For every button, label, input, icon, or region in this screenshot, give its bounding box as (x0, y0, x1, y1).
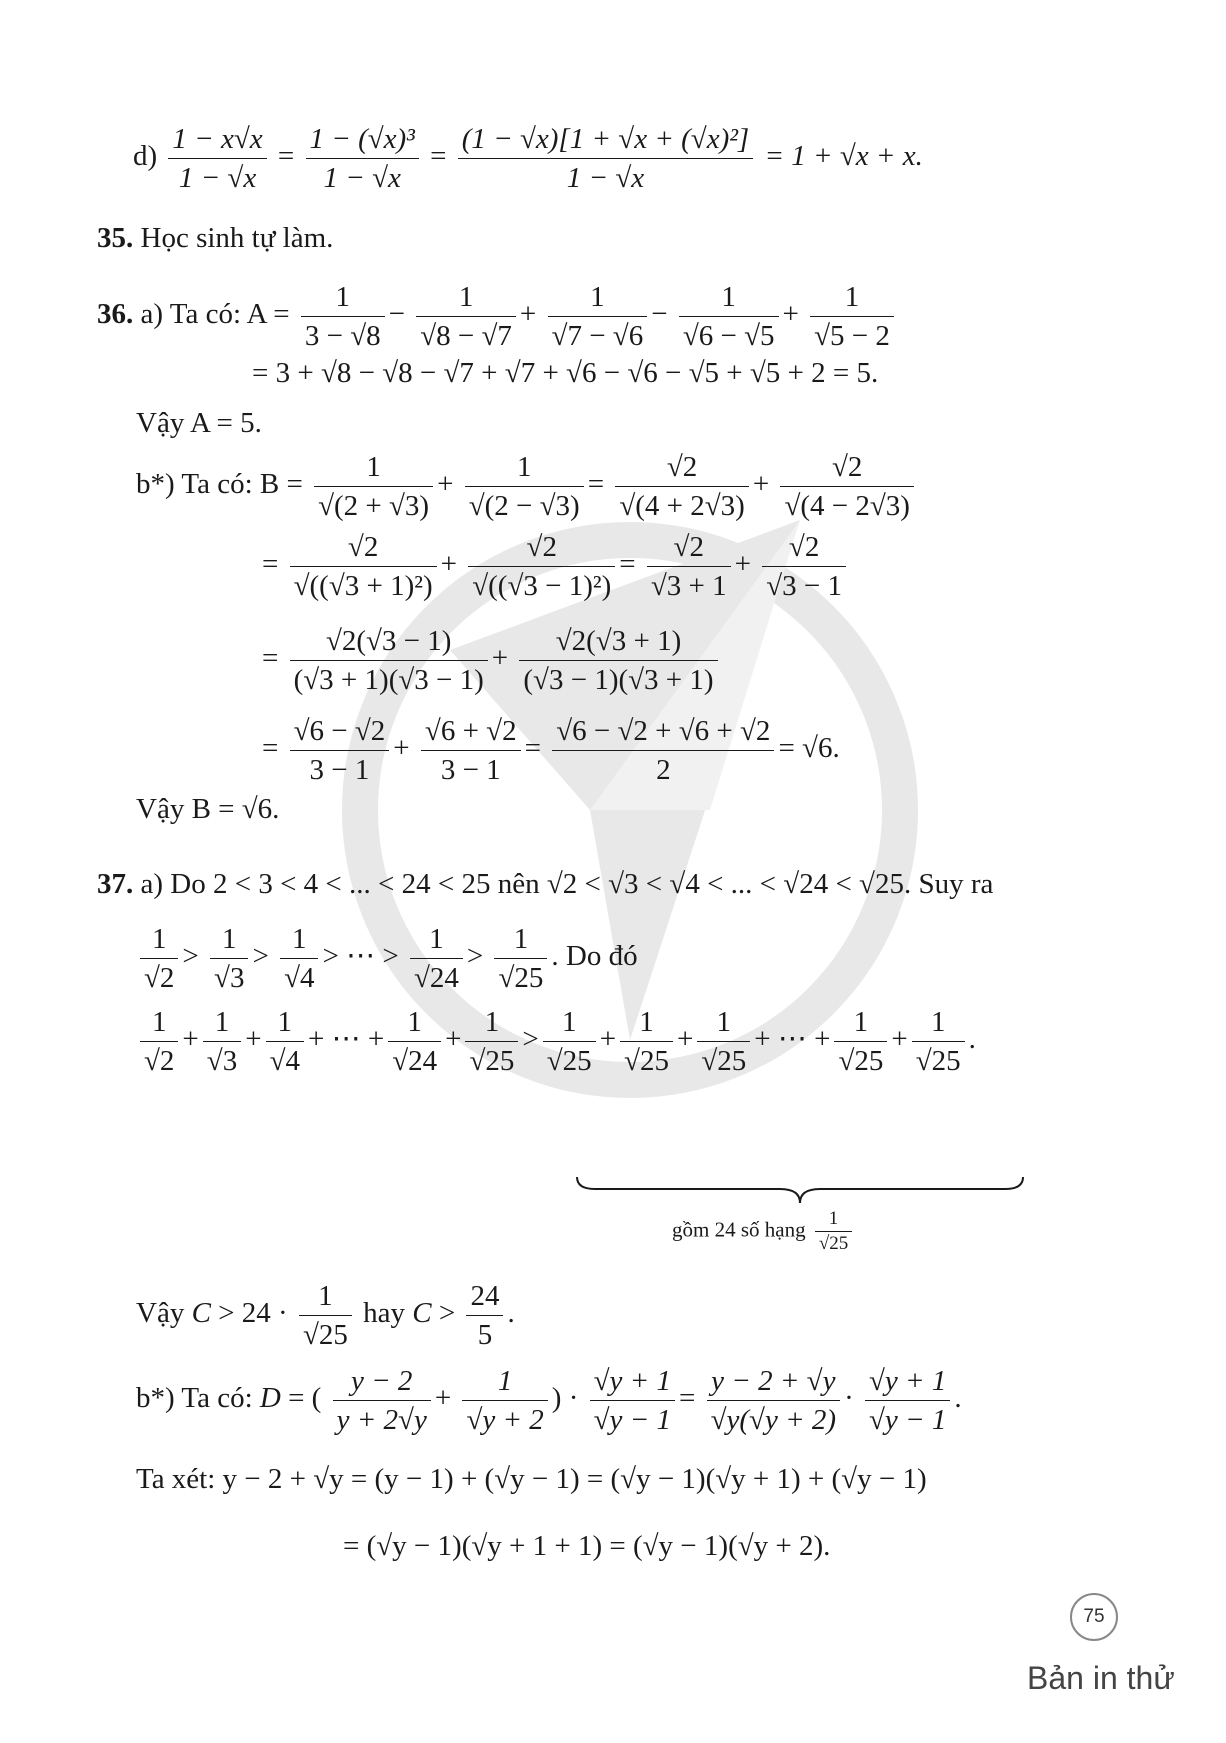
ex36-b-intro: b*) Ta có: B = (136, 468, 303, 501)
ex37-a-line1: a) Do 2 < 3 < 4 < ... < 24 < 25 nên √2 < √3 < √4 < ... < √24 < √25. Suy ra (140, 868, 994, 900)
ex36-b-f6: $\frac{√2}{\text{√((√3 − 1)²)}}$ (468, 528, 615, 605)
ex37-f3: $\frac{1}{√4}$ (280, 920, 318, 997)
ex36-b-line1: b*) Ta có: B = $\frac{1}{√(2 + √3)}$ + $\frac{1}{√(2 - √3)}$ = $\frac{√2}{√(4 + 2√3)}$ + $\frac{√2}{√(4 - 2√3)}$ (136, 448, 918, 525)
ex36-b-line3: = $\frac{√2(√3 - 1)}{(√3 + 1)(√3 - 1)}$ + $\frac{√2(√3 + 1)}{(√3 - 1)(√3 + 1)}$ (262, 622, 722, 699)
ex36-number: 36. (97, 298, 134, 331)
ex36-b-f10: $\frac{√2(√3 + 1)}{(√3 - 1)(√3 + 1)}$ (519, 622, 717, 699)
ex36-a-line2: = 3 + √8 − √8 − √7 + √7 + √6 − √6 − √5 + √5 + 2 = 5. (252, 357, 879, 389)
ex36-a-conclusion: Vậy A = 5. (136, 407, 262, 439)
ex37-g2: $\frac{1}{√3}$ (203, 1003, 241, 1080)
ex36-b-f8: $\frac{√2}{√3 - 1}$ (762, 528, 846, 605)
ex37-b-f3: $\frac{√y + 1}{√y - 1}$ (590, 1362, 675, 1439)
ex36-term-2: $\frac{1}{√8 - √7}$ (416, 278, 516, 355)
ex36-b-conclusion: Vậy B = √6. (136, 793, 280, 825)
ex37-brace-frac: $\frac{1}{√25}$ (815, 1207, 852, 1256)
ex36-a-intro: a) Ta có: A = (140, 298, 290, 331)
ex37-g9: $\frac{1}{√25}$ (834, 1003, 887, 1080)
ex36-term-1: $\frac{1}{3 - √8}$ (301, 278, 385, 355)
ex37-h2: $\frac{24}{5}$ (466, 1277, 503, 1354)
ex37-g8: $\frac{1}{√25}$ (697, 1003, 750, 1080)
ex37-g4: $\frac{1}{√24}$ (388, 1003, 441, 1080)
ex37-b-f5: $\frac{√y + 1}{√y - 1}$ (865, 1362, 950, 1439)
ex36-b-f1: $\frac{1}{√(2 + √3)}$ (314, 448, 433, 525)
ex36-b-f3: $\frac{√2}{√(4 + 2√3)}$ (615, 448, 749, 525)
ex37-f1: $\frac{1}{√2}$ (140, 920, 178, 997)
ex37-h1: $\frac{1}{√25}$ (299, 1277, 352, 1354)
item-d: d) $\frac{1 - x√x}{1 - √x}$ = $\frac{\text{1 − (√x)³}}{1 - √x}$ = $\frac{\text{(1 − √x)[1 + √x + (√x)²]}}{1 - √x}$ = 1 + √x + x. (133, 120, 923, 197)
ex37-b-line2: Ta xét: y − 2 + √y = (y − 1) + (√y − 1) = (√y − 1)(√y + 1) + (√y − 1) (136, 1463, 927, 1495)
ex36-b-f11: $\frac{√6 - √2}{3 - 1}$ (290, 712, 390, 789)
ex36-b-f12: $\frac{√6 + √2}{3 - 1}$ (421, 712, 521, 789)
ex35-number: 35. (97, 222, 134, 254)
ex36-b-f2: $\frac{1}{√(2 - √3)}$ (465, 448, 584, 525)
ex37-f4: $\frac{1}{√24}$ (410, 920, 463, 997)
ex37-f2: $\frac{1}{√3}$ (210, 920, 248, 997)
ex36-b-f4: $\frac{√2}{√(4 - 2√3)}$ (780, 448, 914, 525)
ex37-brace-label: gồm 24 số hạng $\frac{1}{√25}$ (672, 1207, 856, 1256)
ex37-g5: $\frac{1}{√25}$ (465, 1003, 518, 1080)
ex37-a-conclusion: Vậy C > 24 · $\frac{1}{√25}$ hay C > $\frac{24}{5}$ . (136, 1277, 515, 1354)
ex36-b-f13: $\frac{√6 - √2 + √6 + √2}{2}$ (552, 712, 774, 789)
ex36-b-f9: $\frac{√2(√3 - 1)}{(√3 + 1)(√3 - 1)}$ (290, 622, 488, 699)
ex37-a-line3: $\frac{1}{√2}$ + $\frac{1}{√3}$ + $\frac{1}{√4}$ + ⋯ + $\frac{1}{√24}$ + $\frac{1}{√25}$ > $\frac{1}{√25}$ + $\frac{1}{√25}$ + $\frac{1}{√25}$ + ⋯ + $\frac{1}{√25}$ + $\frac{1}{√25}$ . (136, 1003, 976, 1080)
ex36-b-line4: = $\frac{√6 - √2}{3 - 1}$ + $\frac{√6 + √2}{3 - 1}$ = $\frac{√6 - √2 + √6 + √2}{2}$ = √6. (262, 712, 840, 789)
ex37-g1: $\frac{1}{√2}$ (140, 1003, 178, 1080)
draft-label: Bản in thử (1027, 1660, 1175, 1696)
ex36-term-3: $\frac{1}{√7 - √6}$ (548, 278, 648, 355)
ex37-b-f1: $\frac{y - 2}{y + 2√y}$ (333, 1362, 431, 1439)
d-result: = 1 + √x + x. (764, 140, 923, 173)
underbrace-icon (575, 1175, 1025, 1205)
exercise-36a: 36. a) Ta có: A = $\frac{1}{3 - √8}$ − $\frac{1}{√8 - √7}$ + $\frac{1}{√7 - √6}$ − $\frac{1}{√6 - √5}$ + $\frac{1}{√5 - 2}$ (97, 278, 898, 355)
exercise-37a (97, 868, 993, 901)
ex37-g7: $\frac{1}{√25}$ (620, 1003, 673, 1080)
ex37-f5: $\frac{1}{√25}$ (494, 920, 547, 997)
ex37-g3: $\frac{1}{√4}$ (266, 1003, 304, 1080)
ex37-b-line1: b*) Ta có: D = ( $\frac{y - 2}{y + 2√y}$ + $\frac{1}{√y + 2}$ ) · $\frac{√y + 1}{√y - 1}$ = $\frac{y - 2 + √y}{√y(√y + 2)}$ · $\frac{√y + 1}{√y - 1}$ . (136, 1362, 962, 1439)
d-expr-2: $\frac{\text{1 − (√x)³}}{1 - √x}$ (306, 120, 419, 197)
ex37-number: 37. (97, 868, 134, 900)
ex35-text: Học sinh tự làm. (140, 222, 334, 254)
d-label: d) (133, 140, 158, 173)
ex37-a-line2: $\frac{1}{√2}$ > $\frac{1}{√3}$ > $\frac{1}{√4}$ > ⋯ > $\frac{1}{√24}$ > $\frac{1}{√25}$ . Do đó (136, 920, 638, 997)
ex36-b-line2: = $\frac{√2}{\text{√((√3 + 1)²)}}$ + $\frac{√2}{\text{√((√3 − 1)²)}}$ = $\frac{√2}{√3 + 1}$ + $\frac{√2}{√3 - 1}$ (262, 528, 850, 605)
page-number: 75 (1070, 1593, 1118, 1641)
ex37-g10: $\frac{1}{√25}$ (912, 1003, 965, 1080)
ex37-b-f4: $\frac{y - 2 + √y}{√y(√y + 2)}$ (707, 1362, 840, 1439)
ex36-term-4: $\frac{1}{√6 - √5}$ (679, 278, 779, 355)
ex37-b-line3: = (√y − 1)(√y + 1 + 1) = (√y − 1)(√y + 2). (343, 1530, 831, 1562)
ex36-b-f7: $\frac{√2}{√3 + 1}$ (647, 528, 731, 605)
ex37-b-f2: $\frac{1}{√y + 2}$ (462, 1362, 547, 1439)
exercise-35 (97, 222, 333, 255)
d-expr-1: $\frac{1 - x√x}{1 - √x}$ (168, 120, 266, 197)
d-expr-3: $\frac{\text{(1 − √x)[1 + √x + (√x)²]}}{1 - √x}$ (458, 120, 753, 197)
ex36-b-f5: $\frac{√2}{\text{√((√3 + 1)²)}}$ (290, 528, 437, 605)
ex36-term-5: $\frac{1}{√5 - 2}$ (810, 278, 894, 355)
ex37-g6: $\frac{1}{√25}$ (543, 1003, 596, 1080)
